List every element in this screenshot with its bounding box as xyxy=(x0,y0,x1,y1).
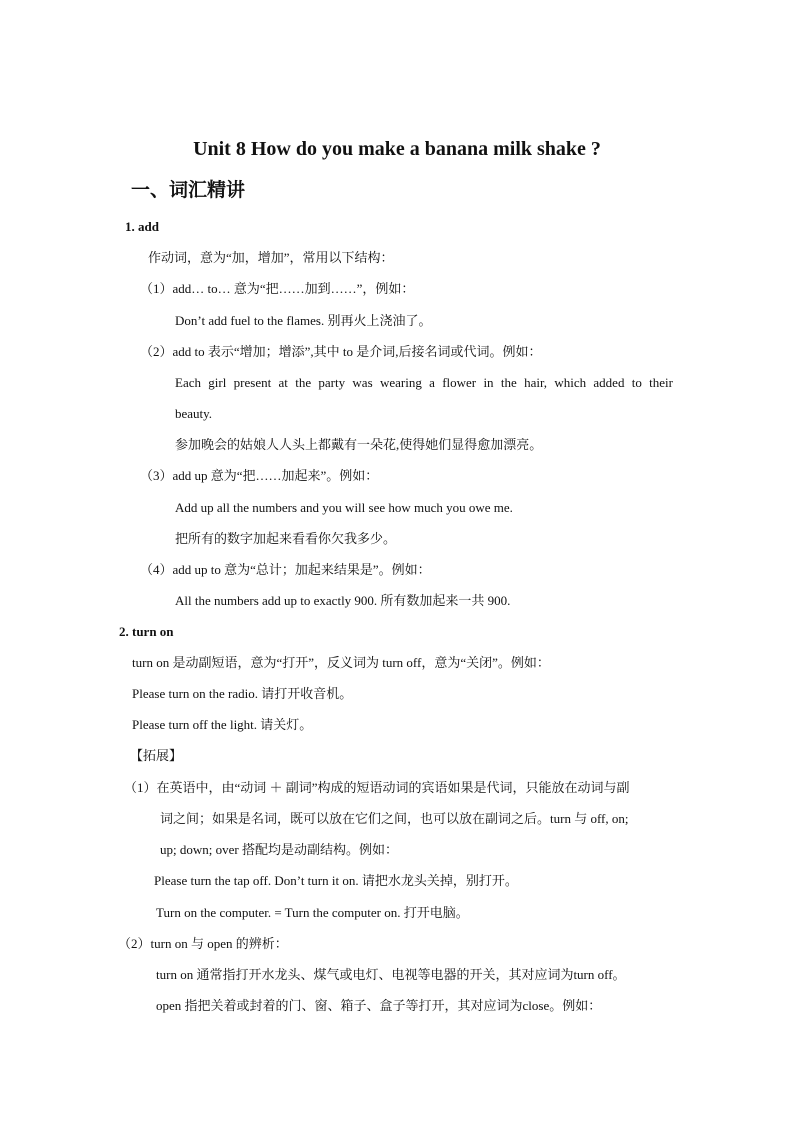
expand-1-example-1: Please turn the tap off. Don’t turn it on. 请把水龙头关掉，别打开。 xyxy=(154,873,518,888)
add-usage-2: （2）add to 表示“增加；增添”,其中 to 是介词,后接名词或代词。例如： xyxy=(140,344,542,359)
expand-1-example-2: Turn on the computer. = Turn the computer on. 打开电脑。 xyxy=(156,905,469,920)
expand-label: 【拓展】 xyxy=(130,748,183,763)
section-heading: 一、词汇精讲 xyxy=(131,180,246,201)
expand-1-line2: 词之间；如果是名词，既可以放在它们之间，也可以放在副词之后。turn 与 off, on; xyxy=(160,811,629,826)
add-usage-4-example: All the numbers add up to exactly 900. 所有数加起来一共 900. xyxy=(175,593,511,608)
add-usage-2-translation: 参加晚会的姑娘人人头上都戴有一朵花,使得她们显得愈加漂亮。 xyxy=(175,437,543,452)
turn-on-intro: turn on 是动副短语，意为“打开”，反义词为 turn off，意为“关闭”。例如： xyxy=(132,655,550,670)
item-heading-add: 1. add xyxy=(125,219,159,234)
item-heading-turn-on: 2. turn on xyxy=(119,624,174,639)
add-usage-3-example: Add up all the numbers and you will see how much you owe me. xyxy=(175,500,513,515)
add-usage-2-example-line1: Each girl present at the party was wearing a flower in the hair, which added to their xyxy=(175,375,673,390)
page-title: Unit 8 How do you make a banana milk shake ? xyxy=(193,138,601,160)
expand-1-line1: （1）在英语中，由“动词 ＋ 副词”构成的短语动词的宾语如果是代词，只能放在动词与副 xyxy=(124,780,630,795)
turn-off-example-2: Please turn off the light. 请关灯。 xyxy=(132,717,313,732)
add-usage-1-example: Don’t add fuel to the flames. 别再火上浇油了。 xyxy=(175,313,432,328)
add-intro: 作动词，意为“加，增加”，常用以下结构： xyxy=(148,250,394,265)
add-usage-3: （3）add up 意为“把……加起来”。例如： xyxy=(140,468,379,483)
add-usage-4: （4）add up to 意为“总计；加起来结果是”。例如： xyxy=(140,562,431,577)
add-usage-3-translation: 把所有的数字加起来看看你欠我多少。 xyxy=(175,531,397,546)
add-usage-1: （1）add… to… 意为“把……加到……”，例如： xyxy=(140,281,415,296)
expand-2-open: open 指把关着或封着的门、窗、箱子、盒子等打开，其对应词为close。例如： xyxy=(156,998,602,1013)
expand-1-line3: up; down; over 搭配均是动副结构。例如： xyxy=(160,842,398,857)
expand-2: （2）turn on 与 open 的辨析： xyxy=(118,936,288,951)
expand-2-turn-on: turn on 通常指打开水龙头、煤气或电灯、电视等电器的开关，其对应词为turn off。 xyxy=(156,967,626,982)
turn-on-example-1: Please turn on the radio. 请打开收音机。 xyxy=(132,686,353,701)
add-usage-2-example-line2: beauty. xyxy=(175,406,213,421)
